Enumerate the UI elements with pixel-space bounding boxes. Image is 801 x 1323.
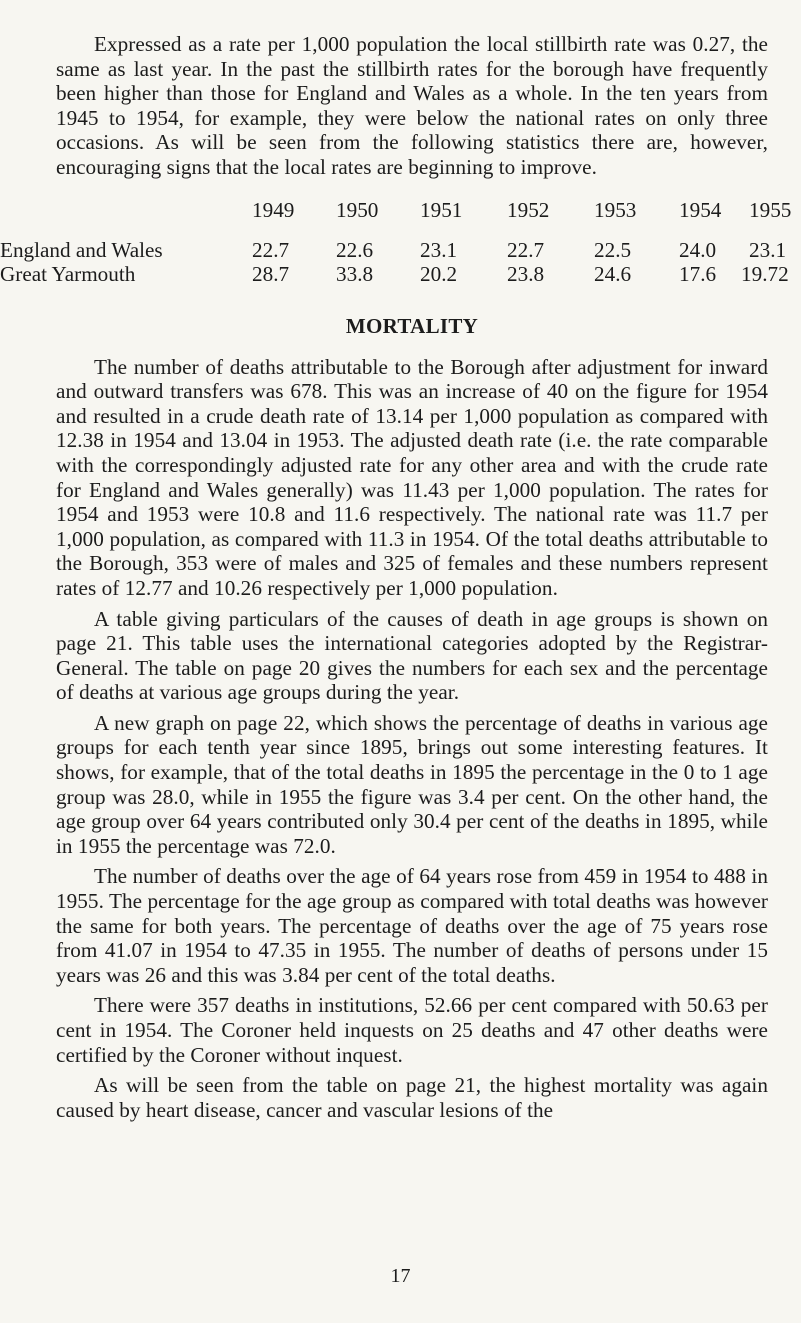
- section-heading: MORTALITY: [345, 313, 479, 338]
- body-paragraph: The number of deaths over the age of 64 years rose from 459 in 1954 to 488 in 1955. The percentage for the age group as compared with total deaths was however the same for both years. The percentage of deaths over the age of 75 years rose from 41.07 in 1954 to 47.35 in 1955. The number of deaths of persons under 15 years was 26 and this was 3.84 per cent of the total deaths.: [56, 864, 768, 987]
- table-cell: 28.7: [252, 261, 290, 286]
- body-paragraph: A table giving particulars of the causes of death in age groups is shown on page 21. This table uses the international categories adopted by the Registrar-General. The table on page 20 gives the numbers for each sex and the percentage of deaths at various age groups during the year.: [56, 606, 768, 705]
- table-cell: 24.0: [679, 237, 717, 262]
- year-header: 1953: [594, 197, 637, 222]
- year-header: 1950: [336, 197, 379, 222]
- table-cell: 33.8: [336, 261, 374, 286]
- table-cell: 23.1: [749, 237, 787, 262]
- row-label: England and Wales: [0, 237, 163, 262]
- row-label: Great Yarmouth: [0, 261, 136, 286]
- year-header: 1949: [252, 197, 295, 222]
- table-cell: 24.6: [594, 261, 632, 286]
- table-cell: 23.1: [420, 237, 458, 262]
- table-row: [0, 261, 789, 287]
- table-cell: 22.7: [507, 237, 545, 262]
- table-cell: 23.8: [507, 261, 545, 286]
- year-header: 1951: [420, 197, 463, 222]
- table-cell: 17.6: [679, 261, 717, 286]
- body-paragraph: There were 357 deaths in institutions, 52.66 per cent compared with 50.63 per cent in 1954. The Coroner held inquests on 25 deaths and 47 other deaths were certified by the Coroner without inquest.: [56, 993, 768, 1067]
- table-header-row: [56, 197, 792, 223]
- body-paragraph: As will be seen from the table on page 21, the highest mortality was again caused by heart disease, cancer and vascular lesions of the: [56, 1073, 768, 1122]
- table-cell: 22.7: [252, 237, 290, 262]
- year-header: 1955: [749, 197, 792, 222]
- table-cell: 20.2: [420, 261, 458, 286]
- table-cell: 22.6: [336, 237, 374, 262]
- stillbirth-rate-table: [0, 197, 792, 290]
- table-cell: 19.72: [741, 261, 789, 286]
- year-header: 1954: [679, 197, 722, 222]
- document-page: [0, 32, 792, 1122]
- body-paragraph: A new graph on page 22, which shows the percentage of deaths in various age groups for each tenth year since 1895, brings out some interesting features. It shows, for example, that of the total deaths in 1895 the percentage in the 0 to 1 age group was 28.0, while in 1955 the figure was 3.4 per cent. On the other hand, the age group over 64 years contributed only 30.4 per cent of the deaths in 1895, while in 1955 the percentage was 72.0.: [56, 710, 768, 858]
- table-row: [0, 237, 787, 263]
- table-cell: 22.5: [594, 237, 632, 262]
- body-paragraph: The number of deaths attributable to the Borough after adjustment for inward and outward transfers was 678. This was an increase of 40 on the figure for 1954 and resulted in a crude death rate of 13.14 per 1,000 population as compared with 12.38 in 1954 and 13.04 in 1953. The adjusted death rate (i.e. the rate comparable with the correspondingly adjusted rate for any other area and with the crude rate for England and Wales generally) was 11.43 per 1,000 population. The rates for 1954 and 1953 were 10.8 and 11.6 respectively. The national rate was 11.7 per 1,000 population, as compared with 11.3 in 1954. Of the total deaths attributable to the Borough, 353 were of males and 325 of females and these numbers represent rates of 12.77 and 10.26 respectively per 1,000 population.: [56, 354, 768, 600]
- intro-paragraph: Expressed as a rate per 1,000 population the local stillbirth rate was 0.27, the same as last year. In the past the stillbirth rates for the borough have frequently been higher than those for England and Wales as a whole. In the ten years from 1945 to 1954, for example, they were below the national rates on only three occasions. As will be seen from the following statistics there are, however, encouraging signs that the local rates are beginning to improve.: [56, 32, 768, 179]
- page-number: 17: [390, 1265, 411, 1287]
- year-header: 1952: [507, 197, 550, 222]
